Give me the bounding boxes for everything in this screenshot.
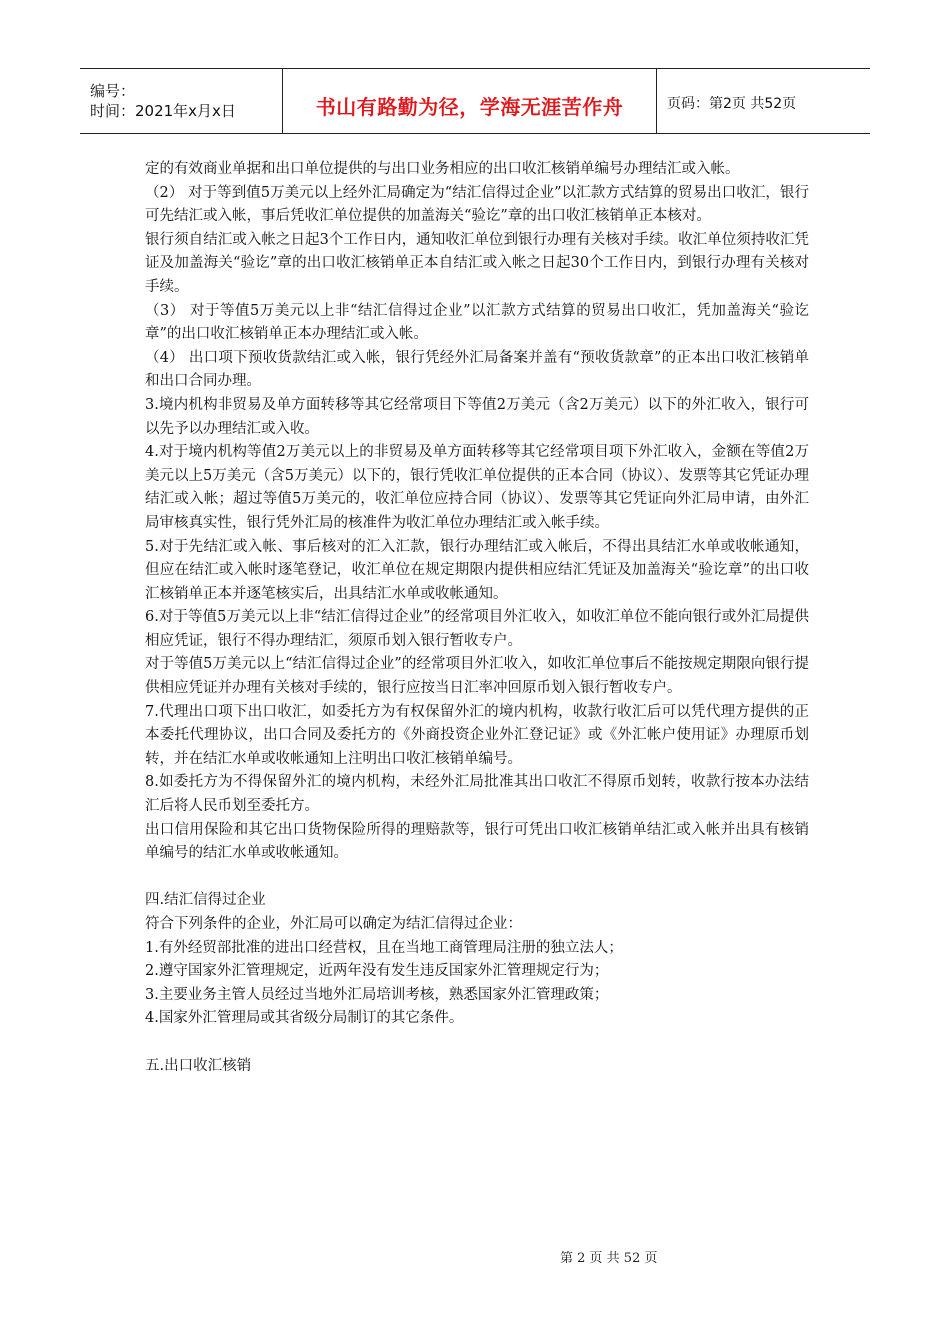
header-meta <box>80 69 282 133</box>
motto-text: 书山有路勤为径，学海无涯苦作舟 <box>315 94 624 119</box>
paragraph: 银行须自结汇或入帐之日起3个工作日内，通知收汇单位到银行办理有关核对手续。收汇单位须持收汇凭证及加盖海关“验讫”章的出口收汇核销单正本自结汇或入帐之日起30个工作日内，到银行办理有关核对手续。 <box>145 231 809 295</box>
paragraph: 定的有效商业单据和出口单位提供的与出口业务相应的出口收汇核销单编号办理结汇或入帐。 <box>145 161 740 177</box>
section-heading: 四.结汇信得过企业 <box>145 892 266 909</box>
paragraph: 5.对于先结汇或入帐、事后核对的汇入汇款，银行办理结汇或入帐后，不得出具结汇水单或收帐通知，但应在结汇或入帐时逐笔登记，收汇单位在规定期限内提供相应结汇凭证及加盖海关“验讫章”的出口收汇核销单正本并逐笔核实后，出具结汇水单或收帐通知。 <box>145 538 809 602</box>
paragraph: （2） 对于等到值5万美元以上经外汇局确定为“结汇信得过企业”以汇款方式结算的贸易出口收汇，银行可先结汇或入帐，事后凭收汇单位提供的加盖海关“验讫”章的出口收汇核销单正本核对。 <box>145 184 809 225</box>
header-page-info-cell <box>657 71 870 135</box>
paragraph: （3） 对于等值5万美元以上非“结汇信得过企业”以汇款方式结算的贸易出口收汇，凭加盖海关“验讫章”的出口收汇核销单正本办理结汇或入帐。 <box>145 302 809 343</box>
paragraph: （4） 出口项下预收货款结汇或入帐，银行凭经外汇局备案并盖有“预收货款章”的正本出口收汇核销单和出口合同办理。 <box>145 349 809 390</box>
list-item: 2.遵守国家外汇管理规定，近两年没有发生违反国家外汇管理规定行为； <box>145 963 609 980</box>
paragraph: 7.代理出口项下出口收汇，如委托方为有权保留外汇的境内机构，收款行收汇后可以凭代理方提供的正本委托代理协议，出口合同及委托方的《外商投资企业外汇登记证》或《外汇帐户使用证》办理原币划转，并在结汇水单或收帐通知上注明出口收汇核销单编号。 <box>145 703 809 767</box>
paragraph: 8.如委托方为不得保留外汇的境内机构，未经外汇局批准其出口收汇不得原币划转，收款行按本办法结汇后将人民币划至委托方。 <box>145 774 809 815</box>
paragraph: 4.对于境内机构等值2万美元以上的非贸易及单方面转移等其它经常项目项下外汇收入，金额在等值2万美元以上5万美元（含5万美元）以下的，银行凭收汇单位提供的正本合同（协议）、发票等其它凭证办理结汇或入帐；超过等值5万美元的，收汇单位应持合同（协议）、发票等其它凭证向外汇局申请，由外汇局审核真实性，银行凭外汇局的核准件为收汇单位办理结汇或入帐手续。 <box>145 444 809 531</box>
list-item: 1.有外经贸部批准的进出口经营权，且在当地工商管理局注册的独立法人； <box>145 939 623 956</box>
section-heading: 五.出口收汇核销 <box>145 1057 252 1074</box>
paragraph: 出口信用保险和其它出口货物保险所得的理赔款等，银行可凭出口收汇核销单结汇或入帐并出具有核销单编号的结汇水单或收帐通知。 <box>145 821 809 862</box>
spacer <box>145 866 809 890</box>
document-body <box>145 158 809 1078</box>
list-item: 4.国家外汇管理局或其省级分局制订的其它条件。 <box>145 1010 464 1027</box>
paragraph: 对于等值5万美元以上“结汇信得过企业”的经常项目外汇收入，如收汇单位事后不能按规定期限向银行提供相应凭证并办理有关核对手续的，银行应按当日汇率冲回原币划入银行暂收专户。 <box>145 656 809 697</box>
number-label: 编号： <box>90 82 136 100</box>
spacer <box>145 1031 809 1055</box>
page-info: 页码：第2页 共52页 <box>667 96 797 112</box>
page-header <box>80 68 870 134</box>
section-intro: 符合下列条件的企业，外汇局可以确定为结汇信得过企业： <box>145 916 522 932</box>
header-motto-cell <box>282 69 657 133</box>
date-label: 时间：2021年x月x日 <box>90 102 236 120</box>
page-footer: 第 2 页 共 52 页 <box>560 1251 658 1266</box>
paragraph: 6.对于等值5万美元以上非“结汇信得过企业”的经常项目外汇收入，如收汇单位不能向银行或外汇局提供相应凭证，银行不得办理结汇，须原币划入银行暂收专户。 <box>145 609 809 649</box>
list-item: 3.主要业务主管人员经过当地外汇局培训考核，熟悉国家外汇管理政策； <box>145 986 609 1003</box>
paragraph: 3.境内机构非贸易及单方面转移等其它经常项目下等值2万美元（含2万美元）以下的外汇收入，银行可以先予以办理结汇或入收。 <box>145 396 809 437</box>
